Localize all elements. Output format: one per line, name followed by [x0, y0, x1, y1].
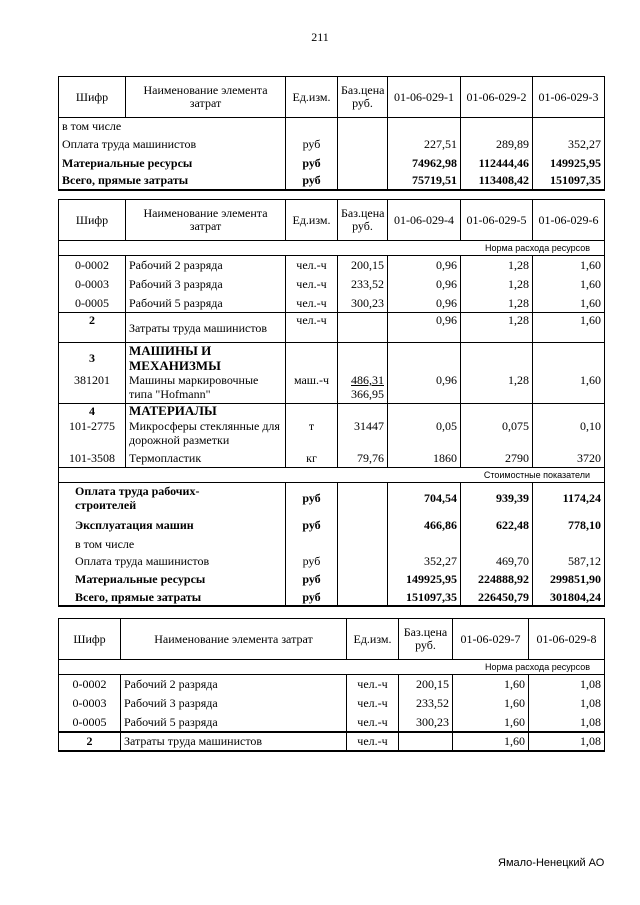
row-code: 0-0002 [59, 256, 126, 275]
cell-value: 151097,35 [388, 588, 461, 606]
col-header-code-3: 01-06-029-3 [533, 77, 605, 118]
table-row [59, 373, 605, 403]
cell-value: 224888,92 [461, 570, 533, 588]
table-row [59, 256, 605, 275]
table-row [59, 588, 605, 606]
cell-value: 149925,95 [533, 154, 605, 172]
row-label: Оплата труда машинистов [59, 552, 286, 570]
row-unit: чел.-ч [347, 713, 399, 732]
cost-table-2 [58, 199, 605, 607]
table-row [59, 732, 605, 751]
cell-value: 112444,46 [461, 154, 533, 172]
norm-label-row [59, 241, 605, 256]
cost-table-3 [58, 618, 605, 752]
row-unit: чел.-ч [347, 694, 399, 713]
table-row [59, 419, 605, 449]
col-header-base-price: Баз.цена руб. [338, 200, 388, 241]
cell-value: 75719,51 [388, 172, 461, 190]
table-row [59, 536, 605, 552]
table-row [59, 713, 605, 732]
cell-value: 704,54 [388, 482, 461, 514]
col-header-unit: Ед.изм. [286, 200, 338, 241]
cell-value: 1,28 [461, 294, 533, 313]
cell-value: 1,08 [529, 694, 605, 713]
table-row [59, 514, 605, 536]
row-price-secondary: 366,95 [351, 387, 384, 401]
col-header-unit: Ед.изм. [347, 619, 399, 660]
row-unit: руб [286, 514, 338, 536]
row-label: Всего, прямые затраты [59, 172, 286, 190]
cell-value: 1,28 [461, 373, 533, 403]
table-row [59, 570, 605, 588]
row-label: Эксплуатация машин [59, 514, 286, 536]
cell-value: 1,28 [461, 275, 533, 294]
table-row [59, 154, 605, 172]
table-row [59, 172, 605, 190]
cell-value: 939,39 [461, 482, 533, 514]
row-name: Рабочий 2 разряда [126, 256, 286, 275]
cell-value: 1860 [388, 449, 461, 467]
row-unit: чел.-ч [286, 294, 338, 313]
table-row [59, 313, 605, 343]
row-price: 300,23 [338, 294, 388, 313]
row-name: Машины маркировочные типа "Hofmann" [126, 373, 286, 403]
row-name: Рабочий 5 разряда [126, 294, 286, 313]
section-row-machines [59, 343, 605, 374]
norm-label-row [59, 660, 605, 675]
cell-value: 1,08 [529, 675, 605, 694]
table-row [59, 294, 605, 313]
row-price: 233,52 [338, 275, 388, 294]
cell-value: 469,70 [461, 552, 533, 570]
col-header-base-price: Баз.цена руб. [338, 77, 388, 118]
table-header-row [59, 200, 605, 241]
cell-value: 587,12 [533, 552, 605, 570]
section-title: МАШИНЫ И МЕХАНИЗМЫ [126, 343, 286, 374]
table-row [59, 482, 605, 514]
cell-value: 1,60 [533, 294, 605, 313]
table-row [59, 275, 605, 294]
norm-label: Норма расхода ресурсов [59, 660, 605, 675]
row-unit: руб [286, 482, 338, 514]
cell-value: 0,05 [388, 419, 461, 449]
row-price: 300,23 [399, 713, 453, 732]
cell-value: 289,89 [461, 135, 533, 154]
col-header-code-2: 01-06-029-2 [461, 77, 533, 118]
row-unit: руб [286, 588, 338, 606]
row-price: 200,15 [399, 675, 453, 694]
col-header-code-5: 01-06-029-5 [461, 200, 533, 241]
row-unit: маш.-ч [286, 373, 338, 403]
row-unit: руб [286, 172, 338, 190]
row-unit: кг [286, 449, 338, 467]
table-row [59, 135, 605, 154]
col-header-unit: Ед.изм. [286, 77, 338, 118]
cell-value: 1,28 [461, 256, 533, 275]
row-unit: т [286, 419, 338, 449]
cell-value: 1,08 [529, 713, 605, 732]
cost-table-1 [58, 76, 605, 191]
row-unit: руб [286, 552, 338, 570]
col-header-code: Шифр [59, 77, 126, 118]
row-name: Термопластик [126, 449, 286, 467]
cell-value: 227,51 [388, 135, 461, 154]
cost-label: Стоимостные показатели [59, 467, 605, 482]
row-name: Рабочий 5 разряда [121, 713, 347, 732]
row-name: Затраты труда машинистов [121, 732, 347, 751]
row-code: 0-0002 [59, 675, 121, 694]
section-row-materials [59, 403, 605, 419]
cell-value: 1,60 [533, 256, 605, 275]
row-label: Оплата труда рабочих-строителей [59, 482, 286, 514]
cell-value: 1,60 [453, 713, 529, 732]
row-name: Рабочий 3 разряда [121, 694, 347, 713]
row-unit: руб [286, 135, 338, 154]
cell-value: 1,60 [453, 694, 529, 713]
table-row [59, 552, 605, 570]
row-label: Материальные ресурсы [59, 154, 286, 172]
including-label: в том числе [59, 536, 286, 552]
row-code: 0-0005 [59, 713, 121, 732]
row-unit: чел.-ч [347, 732, 399, 751]
row-price: 200,15 [338, 256, 388, 275]
cell-value: 1,60 [533, 313, 605, 343]
col-header-code-6: 01-06-029-6 [533, 200, 605, 241]
cell-value: 0,96 [388, 313, 461, 343]
col-header-name: Наименование элемента затрат [126, 77, 286, 118]
col-header-name: Наименование элемента затрат [126, 200, 286, 241]
cost-label-row [59, 467, 605, 482]
col-header-code-1: 01-06-029-1 [388, 77, 461, 118]
row-code: 0-0005 [59, 294, 126, 313]
cell-value: 0,10 [533, 419, 605, 449]
row-unit: чел.-ч [286, 275, 338, 294]
row-code: 2 [59, 732, 121, 751]
footer-region-label: Ямало-Ненецкий АО [498, 857, 605, 869]
cell-value: 3720 [533, 449, 605, 467]
cell-value: 0,075 [461, 419, 533, 449]
col-header-base-price: Баз.цена руб. [399, 619, 453, 660]
row-code: 381201 [59, 373, 126, 403]
cell-value: 2790 [461, 449, 533, 467]
row-unit: руб [286, 570, 338, 588]
section-code: 3 [59, 343, 126, 374]
cell-value: 149925,95 [388, 570, 461, 588]
cell-value: 151097,35 [533, 172, 605, 190]
table-row [59, 449, 605, 467]
cell-value: 74962,98 [388, 154, 461, 172]
page-number: 211 [311, 30, 329, 44]
row-price: 233,52 [399, 694, 453, 713]
row-code: 2 [59, 313, 126, 343]
cell-value: 0,96 [388, 294, 461, 313]
row-unit: чел.-ч [347, 675, 399, 694]
col-header-code-7: 01-06-029-7 [453, 619, 529, 660]
cell-value: 1,60 [453, 732, 529, 751]
table-row [59, 118, 605, 135]
col-header-code: Шифр [59, 619, 121, 660]
cell-value: 1,60 [533, 275, 605, 294]
table-header-row [59, 619, 605, 660]
table-header-row [59, 77, 605, 118]
cell-value: 778,10 [533, 514, 605, 536]
row-name: Затраты труда машинистов [126, 313, 286, 343]
col-header-code-4: 01-06-029-4 [388, 200, 461, 241]
row-unit: чел.-ч [286, 256, 338, 275]
cell-value: 301804,24 [533, 588, 605, 606]
row-label: Оплата труда машинистов [59, 135, 286, 154]
row-label: Всего, прямые затраты [59, 588, 286, 606]
section-title: МАТЕРИАЛЫ [126, 403, 286, 419]
col-header-code: Шифр [59, 200, 126, 241]
table-row [59, 694, 605, 713]
row-name: Рабочий 2 разряда [121, 675, 347, 694]
norm-label: Норма расхода ресурсов [59, 241, 605, 256]
cell-value: 352,27 [388, 552, 461, 570]
section-code: 4 [59, 403, 126, 419]
row-code: 101-3508 [59, 449, 126, 467]
including-label: в том числе [59, 118, 286, 135]
row-name: Рабочий 3 разряда [126, 275, 286, 294]
row-price: 31447 [338, 419, 388, 449]
cell-value: 226450,79 [461, 588, 533, 606]
row-code: 101-2775 [59, 419, 126, 449]
cell-value: 352,27 [533, 135, 605, 154]
row-label: Материальные ресурсы [59, 570, 286, 588]
cell-value: 0,96 [388, 275, 461, 294]
cell-value: 0,96 [388, 256, 461, 275]
col-header-name: Наименование элемента затрат [121, 619, 347, 660]
row-price: 486,31 [351, 373, 384, 387]
cell-value: 0,96 [388, 373, 461, 403]
cell-value: 113408,42 [461, 172, 533, 190]
cell-value: 622,48 [461, 514, 533, 536]
cell-value: 1,60 [453, 675, 529, 694]
cell-value: 1,08 [529, 732, 605, 751]
row-code: 0-0003 [59, 275, 126, 294]
cell-value: 1,28 [461, 313, 533, 343]
cell-value: 466,86 [388, 514, 461, 536]
row-price: 79,76 [338, 449, 388, 467]
cell-value: 299851,90 [533, 570, 605, 588]
row-code: 0-0003 [59, 694, 121, 713]
col-header-code-8: 01-06-029-8 [529, 619, 605, 660]
cell-value: 1174,24 [533, 482, 605, 514]
row-name: Микросферы стеклянные для дорожной разметки [126, 419, 286, 449]
cell-value: 1,60 [533, 373, 605, 403]
row-unit: руб [286, 154, 338, 172]
row-unit: чел.-ч [286, 313, 338, 343]
table-row [59, 675, 605, 694]
